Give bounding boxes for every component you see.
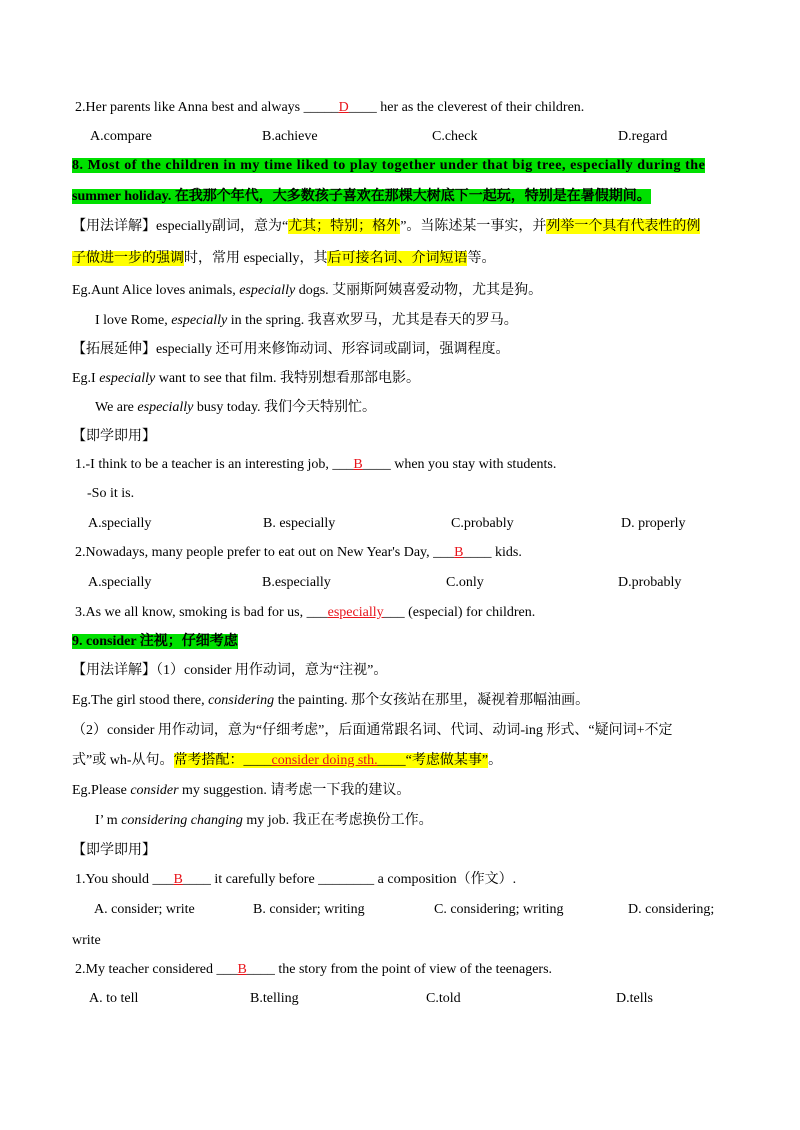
answer-text: B <box>454 545 464 560</box>
option-a: A.specially <box>88 575 152 590</box>
question-line: 2.Nowadays, many people prefer to eat out on New Year's Day, ___B____ kids. <box>75 545 522 560</box>
option-b: B. consider; writing <box>253 902 365 917</box>
example-sentence: Eg.The girl stood there, considering the painting. 那个女孩站在那里，凝视着那幅油画。 <box>72 693 590 708</box>
practice-title: 【即学即用】 <box>72 843 156 858</box>
option-b: B.telling <box>250 991 299 1006</box>
option-d: D.regard <box>618 129 668 144</box>
option-c: C.told <box>426 991 461 1006</box>
option-d: D.tells <box>616 991 653 1006</box>
usage-explanation-cont: 式”或 wh-从句。常考搭配：____consider doing sth.____“考虑做某事”。 <box>72 753 503 768</box>
option-a: A.specially <box>88 516 152 531</box>
option-b: B.especially <box>262 575 331 590</box>
option-wrap: write <box>72 933 101 948</box>
example-sentence: I love Rome, especially in the spring. 我喜欢罗马，尤其是春天的罗马。 <box>95 313 518 328</box>
extension-note: 【拓展延伸】especially 还可用来修饰动词、形容词或副词，强调程度。 <box>72 342 510 357</box>
option-d: D. properly <box>621 516 686 531</box>
example-sentence: Eg.I especially want to see that film. 我特别想看那部电影。 <box>72 371 421 386</box>
usage-explanation: 【用法详解】especially副词，意为“尤其；特别；格外”。当陈述某一事实，并列举一个具有代表性的例 <box>72 219 701 234</box>
option-b: B. especially <box>263 516 336 531</box>
answer-text: B <box>353 457 363 472</box>
usage-explanation-cont: 子做进一步的强调时，常用 especially，其后可接名词、介词短语等。 <box>72 251 496 266</box>
answer-text: B <box>237 962 247 977</box>
answer-text: especially <box>327 605 384 620</box>
option-d: D.probably <box>618 575 682 590</box>
item-heading-translation: summer holiday. 在我那个年代，大多数孩子喜欢在那棵大树底下一起玩，特别是在暑假期间。 <box>72 189 651 204</box>
practice-title: 【即学即用】 <box>72 429 156 444</box>
dialogue-reply: -So it is. <box>87 486 135 501</box>
example-sentence: I’ m considering changing my job. 我正在考虑换份工作。 <box>95 813 433 828</box>
question-line: 2.My teacher considered ___B____ the story from the point of view of the teenagers. <box>75 962 553 977</box>
option-c: C.probably <box>451 516 514 531</box>
item-heading: 9. consider 注视；仔细考虑 <box>72 634 238 649</box>
option-d: D. considering; <box>628 902 715 917</box>
question-line: 1.-I think to be a teacher is an interesting job, ___B____ when you stay with students. <box>75 457 557 472</box>
answer-text: D <box>338 100 349 115</box>
example-sentence: Eg.Aunt Alice loves animals, especially dogs. 艾丽斯阿姨喜爱动物，尤其是狗。 <box>72 283 543 298</box>
usage-explanation: （2）consider 用作动词，意为“仔细考虑”，后面通常跟名词、代词、动词-ing 形式、“疑问词+不定 <box>72 723 673 738</box>
example-sentence: Eg.Please consider my suggestion. 请考虑一下我的建议。 <box>72 783 411 798</box>
question-line: 2.Her parents like Anna best and always _____D____ her as the cleverest of their children. <box>75 100 585 115</box>
example-sentence: We are especially busy today. 我们今天特别忙。 <box>95 400 377 415</box>
item-heading: 8. Most of the children in my time liked to play together under that big tree, especially during the <box>72 158 706 173</box>
option-b: B.achieve <box>262 129 318 144</box>
answer-text: B <box>173 872 183 887</box>
option-a: A.compare <box>90 129 152 144</box>
usage-explanation: 【用法详解】（1）consider 用作动词，意为“注视”。 <box>72 663 388 678</box>
option-c: C. considering; writing <box>434 902 564 917</box>
option-c: C.check <box>432 129 478 144</box>
option-a: A. consider; write <box>94 902 195 917</box>
answer-text: consider doing sth. <box>271 753 378 768</box>
option-c: C.only <box>446 575 484 590</box>
option-a: A. to tell <box>89 991 139 1006</box>
question-line: 3.As we all know, smoking is bad for us, ___especially___ (especial) for children. <box>75 605 536 620</box>
question-line: 1.You should ___B____ it carefully before ________ a composition（作文）. <box>75 872 517 887</box>
